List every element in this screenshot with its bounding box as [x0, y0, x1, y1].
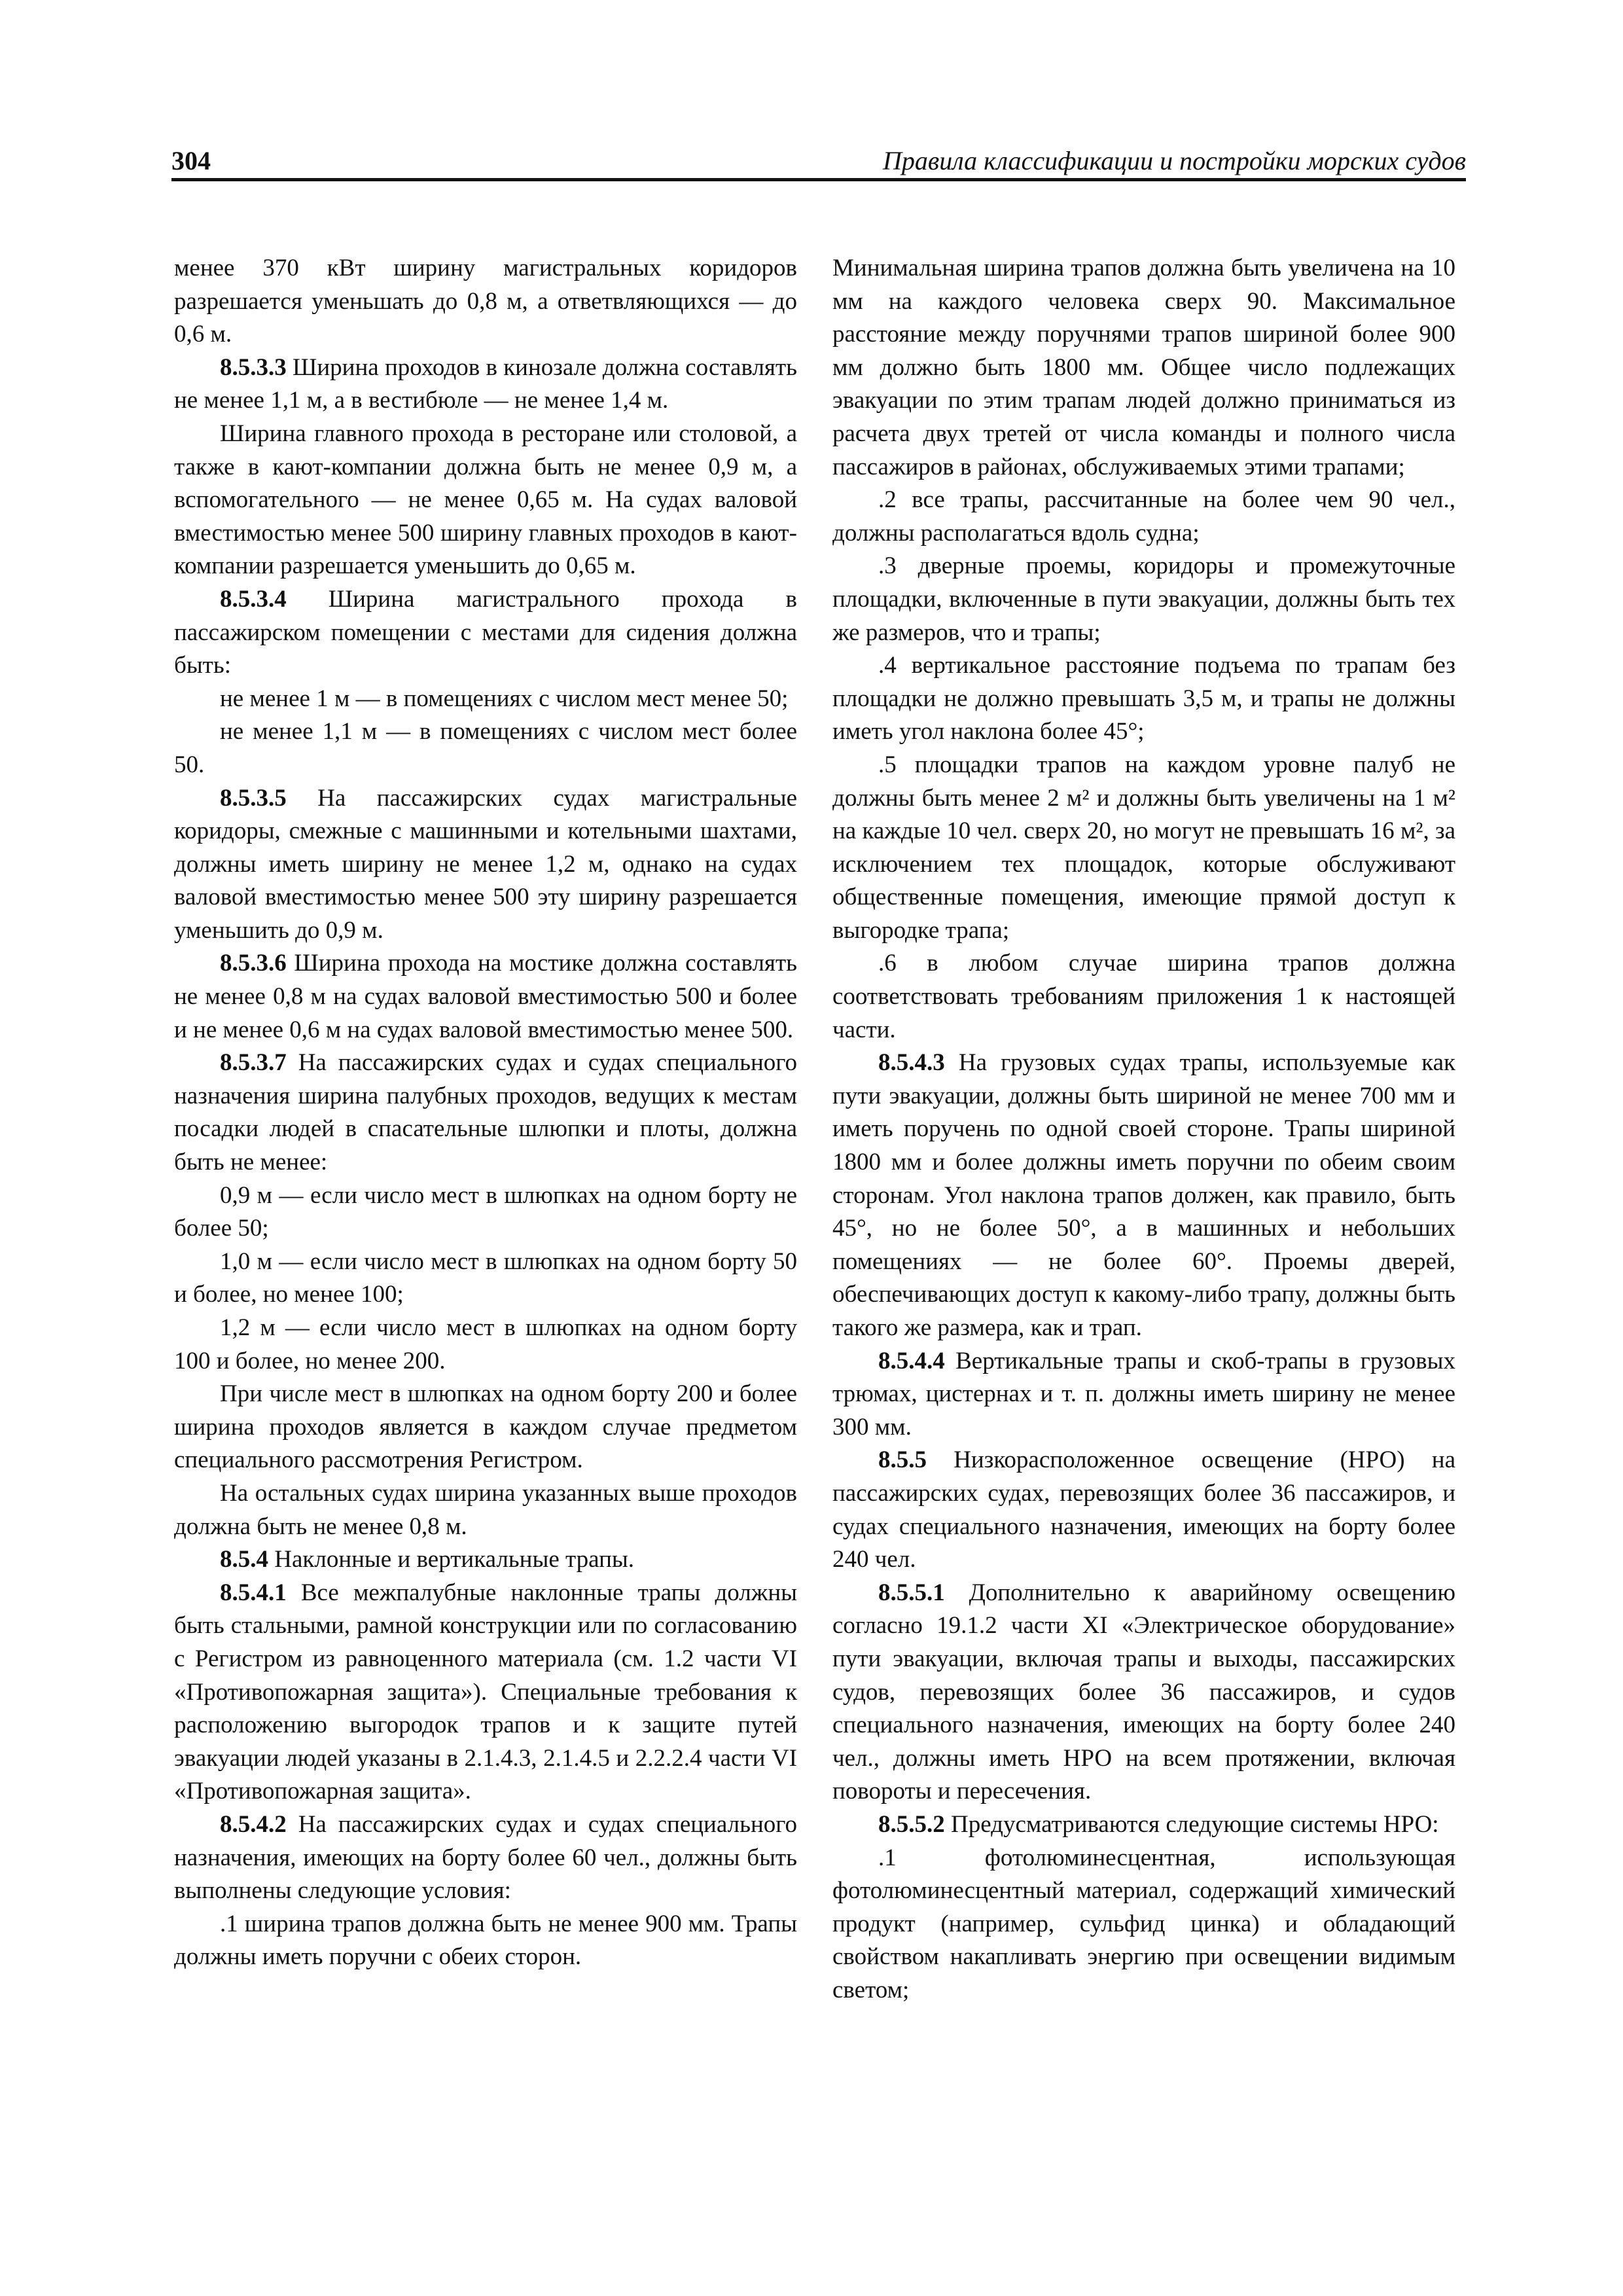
- paragraph: [832, 1345, 1455, 1444]
- paragraph-text: При числе мест в шлюпках на одном борту 200 и более ширина проходов является в каждом случае предметом специального рассмотрения Регистром.: [174, 1380, 797, 1474]
- paragraph: [174, 1477, 797, 1543]
- paragraph: [174, 947, 797, 1047]
- section-number: 8.5.3.5: [220, 784, 287, 812]
- paragraph-text: Ширина главного прохода в ресторане или столовой, а также в кают-компании должна быть не менее 0,9 м, а вспомогательного — не менее 0,65 м. На судах валовой вместимостью менее 500 ширину главных проходов в кают-компании разрешается уменьшить до 0,65 м.: [174, 420, 797, 580]
- left-column: [174, 252, 797, 1974]
- paragraph: [174, 583, 797, 683]
- section-number: 8.5.3.4: [220, 585, 287, 613]
- paragraph-text: На пассажирских судах и судах специального назначения ширина палубных проходов, ведущих к местам посадки людей в спасательные шлюпки и плоты, должна быть не менее:: [174, 1049, 797, 1176]
- paragraph-text: менее 370 кВт ширину магистральных коридоров разрешается уменьшать до 0,8 м, а ответвляющихся — до 0,6 м.: [174, 255, 797, 348]
- paragraph: [832, 1047, 1455, 1344]
- paragraph: [174, 715, 797, 781]
- page-number: 304: [171, 146, 211, 175]
- section-number: 8.5.4: [220, 1546, 268, 1573]
- section-number: 8.5.4.1: [220, 1579, 287, 1606]
- paragraph: [174, 418, 797, 583]
- paragraph-text: 1,0 м — если число мест в шлюпках на одном борту 50 и более, но менее 100;: [174, 1247, 797, 1308]
- paragraph: [832, 484, 1455, 550]
- paragraph-text: .1 фотолюминесцентная, использующая фотолюминесцентный материал, содержащий химический продукт (например, сульфид цинка) и обладающий свойством накапливать энергию при освещении видимым светом;: [832, 1844, 1455, 2003]
- paragraph-text: Все межпалубные наклонные трапы должны быть стальными, рамной конструкции или по согласованию с Регистром из равноценного материала (см. 1.2 части VI «Противопожарная защита»). Специальные требования к расположению выгородок трапов и к защите путей эвакуации людей указаны в 2.1.4.3, 2.1.4.5 и 2.2.2.4 части VI «Противопожарная защита».: [174, 1579, 797, 1805]
- paragraph: [832, 252, 1455, 484]
- running-title: Правила классификации и постройки морских судов: [882, 146, 1466, 175]
- paragraph: [174, 1808, 797, 1908]
- section-number: 8.5.5: [878, 1446, 927, 1474]
- paragraph: [832, 1444, 1455, 1576]
- paragraph: [832, 947, 1455, 1047]
- paragraph: [174, 1543, 797, 1577]
- paragraph-text: .5 площадки трапов на каждом уровне палуб не должны быть менее 2 м² и должны быть увеличены на 1 м² на каждые 10 чел. сверх 20, но могут не превышать 16 м², за исключением тех площадок, которые обслуживают общественные помещения, имеющие прямой доступ к выгородке трапа;: [832, 751, 1455, 944]
- section-number: 8.5.4.3: [878, 1049, 945, 1077]
- paragraph: [832, 1808, 1455, 1842]
- paragraph: [174, 252, 797, 351]
- paragraph: [174, 1047, 797, 1179]
- paragraph-text: На остальных судах ширина указанных выше проходов должна быть не менее 0,8 м.: [174, 1479, 797, 1540]
- paragraph: [832, 649, 1455, 749]
- paragraph: [174, 1577, 797, 1808]
- paragraph: [832, 749, 1455, 948]
- paragraph-text: На пассажирских судах магистральные коридоры, смежные с машинными и котельными шахтами, должны иметь ширину не менее 1,2 м, однако на судах валовой вместимостью менее 500 эту ширину разрешается уменьшить до 0,9 м.: [174, 784, 797, 944]
- paragraph: [174, 683, 797, 716]
- paragraph-text: Ширина магистрального прохода в пассажирском помещении с местами для сидения должна быть:: [174, 585, 797, 679]
- paragraph: [174, 1312, 797, 1378]
- paragraph-text: 1,2 м — если число мест в шлюпках на одном борту 100 и более, но менее 200.: [174, 1314, 797, 1374]
- paragraph: [174, 1908, 797, 1974]
- paragraph-text: Ширина проходов в кинозале должна составлять не менее 1,1 м, а в вестибюле — не менее 1,4 м.: [174, 353, 797, 414]
- paragraph-text: .2 все трапы, рассчитанные на более чем 90 чел., должны располагаться вдоль судна;: [832, 486, 1455, 547]
- section-number: 8.5.4.2: [220, 1810, 287, 1838]
- paragraph-text: Вертикальные трапы и скоб-трапы в грузовых трюмах, цистернах и т. п. должны иметь ширину не менее 300 мм.: [832, 1347, 1455, 1441]
- paragraph-text: не менее 1,1 м — в помещениях с числом мест более 50.: [174, 718, 797, 778]
- paragraph: [174, 782, 797, 948]
- section-number: 8.5.3.7: [220, 1049, 287, 1077]
- paragraph-text: .1 ширина трапов должна быть не менее 900 мм. Трапы должны иметь поручни с обеих сторон.: [174, 1910, 797, 1971]
- section-number: 8.5.3.3: [220, 353, 287, 381]
- paragraph-text: Ширина прохода на мостике должна составлять не менее 0,8 м на судах валовой вместимостью 500 и более и не менее 0,6 м на судах валовой вместимостью менее 500.: [174, 950, 797, 1043]
- paragraph-text: 0,9 м — если число мест в шлюпках на одном борту не более 50;: [174, 1181, 797, 1242]
- section-number: 8.5.4.4: [878, 1347, 945, 1374]
- paragraph: [832, 550, 1455, 649]
- paragraph: [174, 1179, 797, 1246]
- paragraph-text: На пассажирских судах и судах специального назначения, имеющих на борту более 60 чел., должны быть выполнены следующие условия:: [174, 1810, 797, 1905]
- paragraph: [832, 1842, 1455, 2007]
- paragraph: [174, 1246, 797, 1312]
- paragraph-text: Дополнительно к аварийному освещению согласно 19.1.2 части XI «Электрическое оборудование» пути эвакуации, включая трапы и выходы, пассажирских судов, перевозящих более 36 пассажиров, и судов специального назначения, имеющих на борту более 240 чел., должны иметь НРО на всем протяжении, включая повороты и пересечения.: [832, 1579, 1455, 1805]
- paragraph-text: .6 в любом случае ширина трапов должна соответствовать требованиям приложения 1 к настоящей части.: [832, 950, 1455, 1043]
- paragraph-text: .3 дверные проемы, коридоры и промежуточные площадки, включенные в пути эвакуации, должны быть тех же размеров, что и трапы;: [832, 552, 1455, 646]
- paragraph-text: Предусматриваются следующие системы НРО:: [944, 1810, 1439, 1838]
- paragraph: [832, 1577, 1455, 1808]
- paragraph-text: Минимальная ширина трапов должна быть увеличена на 10 мм на каждого человека сверх 90. Максимальное расстояние между поручнями трапов шириной более 900 мм должно быть 1800 мм. Общее число подлежащих эвакуации по этим трапам людей должно приниматься из расчета двух третей от числа команды и полного числа пассажиров в районах, обслуживаемых этими трапами;: [832, 255, 1455, 480]
- section-number: 8.5.5.1: [878, 1579, 945, 1606]
- paragraph: [174, 351, 797, 418]
- paragraph-text: Наклонные и вертикальные трапы.: [268, 1546, 634, 1573]
- paragraph-text: На грузовых судах трапы, используемые как пути эвакуации, должны быть шириной не менее 700 мм и иметь поручень по одной своей стороне. Трапы шириной 1800 мм и более должны иметь поручни по обеим своим сторонам. Угол наклона трапов должен, как правило, быть 45°, но не более 50°, а в машинных и небольших помещениях — не более 60°. Проемы дверей, обеспечивающих доступ к какому-либо трапу, должны быть такого же размера, как и трап.: [832, 1049, 1455, 1341]
- section-number: 8.5.3.6: [220, 950, 287, 977]
- paragraph-text: Низкорасположенное освещение (НРО) на пассажирских судах, перевозящих более 36 пассажиров, и судах специального назначения, имеющих на борту более 240 чел.: [832, 1446, 1455, 1573]
- right-column: [832, 252, 1455, 2007]
- paragraph-text: не менее 1 м — в помещениях с числом мест менее 50;: [220, 685, 789, 712]
- paragraph-text: .4 вертикальное расстояние подъема по трапам без площадки не должно превышать 3,5 м, и трапы не должны иметь угол наклона более 45°;: [832, 652, 1455, 745]
- section-number: 8.5.5.2: [878, 1810, 945, 1838]
- paragraph: [174, 1378, 797, 1477]
- header-rule: [171, 178, 1466, 181]
